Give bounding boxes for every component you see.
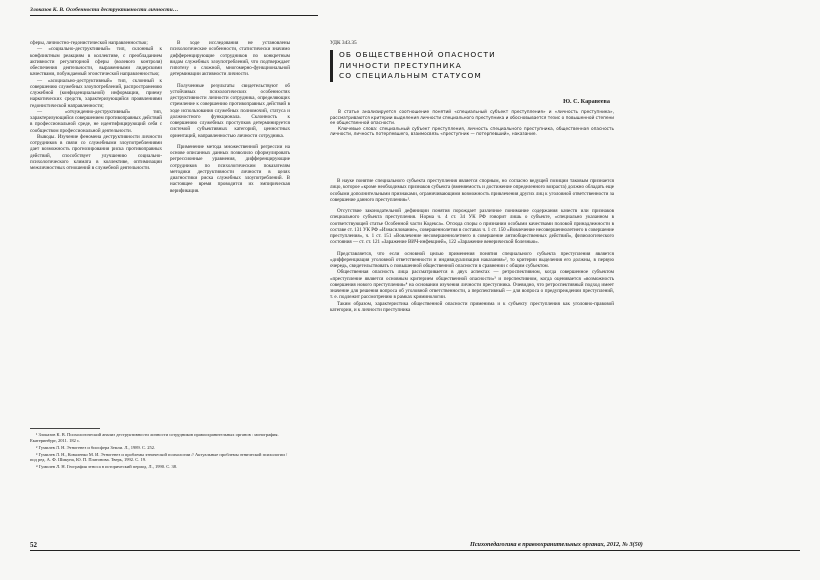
- paragraph: Представляется, что если основной целью применения понятия специального субъекта преступления является «дифференциация уголовной ответственности и индивидуализация наказания»², то критерии выделения его должны, в первую очередь, свидетельствовать о повышенной общественной опасности в сравнении с общим субъектом.: [330, 250, 614, 269]
- journal-footer: Психопедагогика в правоохранительных органах, 2012, № 3(50): [470, 541, 643, 548]
- keywords: Ключевые слова: специальный субъект преступления, личность специального преступника, общественная опасность личности, личность потерпевшего, взаимосвязь «преступник — потерпевший», наказание.: [330, 126, 614, 137]
- article-title: [330, 50, 639, 82]
- paragraph: Отсутствие законодательной дефиниции понятия порождает различное понимание содержания качеств или признаков специального субъекта преступления. Норма ч. 4 ст. 34 УК РФ говорит лишь о субъекте, «специально указанном в соответствующей статье Особенной части Кодекса». Отсюда споры о признании особыми качествами половой принадлежности в составе ст. 131 УК РФ «Изнасилование», совершеннолетия в составах ч. 1 ст. 150 «Вовлечение несовершеннолетнего в совершение преступления», ч. 1 ст. 151 «Вовлечение несовершеннолетнего в совершение антиобщественных действий», физиологического состояния — ст. ст. 121 «Заражение ВИЧ-инфекцией», 122 «Заражение венерической болезнью».: [330, 208, 614, 246]
- abstract: [330, 110, 614, 138]
- title-line: ОБ ОБЩЕСТВЕННОЙ ОПАСНОСТИ: [339, 50, 496, 59]
- paragraph: Выводы. Изучение феномена деструктивности личности сотрудников в связи со служебными злоупотреблениями дает возможность прогнозирования риска противоправных действий, способствует улучшению социально-психологического климата в коллективе, оптимизации межличностных отношений в служебной деятельности.: [30, 133, 162, 171]
- footnote: ³ Гумилев Л. Н., Коваленко М. И. Этногенез и проблемы этнической психологии // Актуальные проблемы этнической психологии / под ред. А. Ф. Шикуна, Ю. П. Платонова. Тверь, 1992. С. 19.: [30, 451, 288, 463]
- udk-code: УДК 343.35: [330, 40, 357, 46]
- paragraph: В ходе исследования не установлены психологические особенности, статистически значимо дифференцирующие сотрудников по конкретным видам служебных злоупотреблений, что подтверждает гипотезу о сложной, многомерно-функциональной детерминации активности личности.: [170, 40, 290, 78]
- paragraph: сферы, личностно-гедонистической направленностью;: [30, 40, 148, 46]
- abstract-text: В статье анализируется соотношение понятий «специальный субъект преступления» и «личность преступника», рассматриваются критерии выделения личности специального преступника и обосновывается тезис о повышенной степени ее общественной опасности.: [330, 110, 614, 126]
- footer-rule: [30, 550, 800, 551]
- footnote: ¹ Злоказов К. В. Психологический анализ деструктивности личности сотрудников правоохранительных органов : монография. Екатеринбург, 2011. 182 с.: [30, 432, 279, 443]
- paragraph: Таким образом, характеристика общественной опасности применима и к субъекту преступления как уголовно-правовой категории, и к личности преступника: [330, 300, 614, 313]
- paragraph: — «социально-деструктивный» тип, склонный к конфликтным реакциям в коллективе, с преобладанием активности регуляторной сферы (волевого контроля) обеспечения деятельности, выраженными лидерскими качествами, побуждаемый эгоистической направленностью;: [30, 46, 162, 78]
- author-name: Ю. С. Каравеева: [563, 98, 610, 105]
- footnote: ⁴ Гумилев Л. Н. География этноса в исторический период. Л., 1990. С. 38.: [36, 464, 178, 470]
- paragraph: Общественная опасность лица рассматривается в двух аспектах — ретроспективном, когда совершенное субъектом «преступление является основным критерием общественной опасности»³ и перспективном, когда оценивается «возможность совершения нового преступления»⁴ на основании изучения личности преступника. Очевидно, что ретроспективный подход имеет значение для решения вопроса об уголовной ответственности, а перспективный — для вопроса о предупреждении преступлений, т. е. подлежит рассмотрению в рамках криминологии.: [330, 269, 614, 301]
- paragraph: В науке понятие специального субъекта преступления является спорным, но согласно ведущей позиции таковым признается лицо, которое «кроме необходимых признаков субъекта (вменяемость и достижение определенного возраста) должно обладать еще особыми дополнительными признаками, ограничивающими возможность привлечения других лиц к уголовной ответственности за совершение данного преступления»¹.: [330, 178, 614, 203]
- paragraph: Применение метода множественной регрессии на основе описанных данных позволило сформулировать регрессионные уравнения, дифференцирующие сотрудников по психологическим показателям методики деструктивности личности в целях диагностики риска служебных злоупотреблений. В настоящее время проводится их эмпирическая верификация.: [170, 143, 290, 194]
- page-number: 52: [30, 541, 37, 549]
- title-line: СО СПЕЦИАЛЬНЫМ СТАТУСОМ: [339, 71, 482, 80]
- right-text-column: [330, 178, 614, 313]
- footnotes: [30, 428, 290, 472]
- left-text-column: [30, 40, 162, 171]
- running-head: Злоказов К. В. Особенности деструктивности личности…: [30, 7, 318, 16]
- paragraph: — «отчужденно-деструктивный» тип, характеризующийся совершением противоправных действий в профессиональной среде, не идентифицирующий себя с сообществом профессиональной деятельности.: [30, 108, 162, 134]
- middle-text-column: [170, 40, 290, 194]
- footnote: ² Гумилев Л. Н. Этногенез и биосфера Земли. Л., 1989. С. 252.: [36, 444, 156, 450]
- paragraph: Полученные результаты свидетельствуют об устойчивых психологических особенностях деструктивности личности сотрудника, определяющих стремление к совершению противоправных действий в ходе использования служебных полномочий, статуса и должностного функционала. Склонность к совершению служебных проступков детерминируется системой субъективных категорий, ценностных ориентаций, направленностью личности сотрудника.: [170, 82, 290, 139]
- title-line: ЛИЧНОСТИ ПРЕСТУПНИКА: [339, 60, 462, 70]
- paragraph: — «асоциально-деструктивный» тип, склонный к совершению служебных злоупотреблений, распространению служебной (конфиденциальной) информации, приему наркотических средств, характеризующийся проявлениями гедонистической направленности;: [30, 77, 162, 109]
